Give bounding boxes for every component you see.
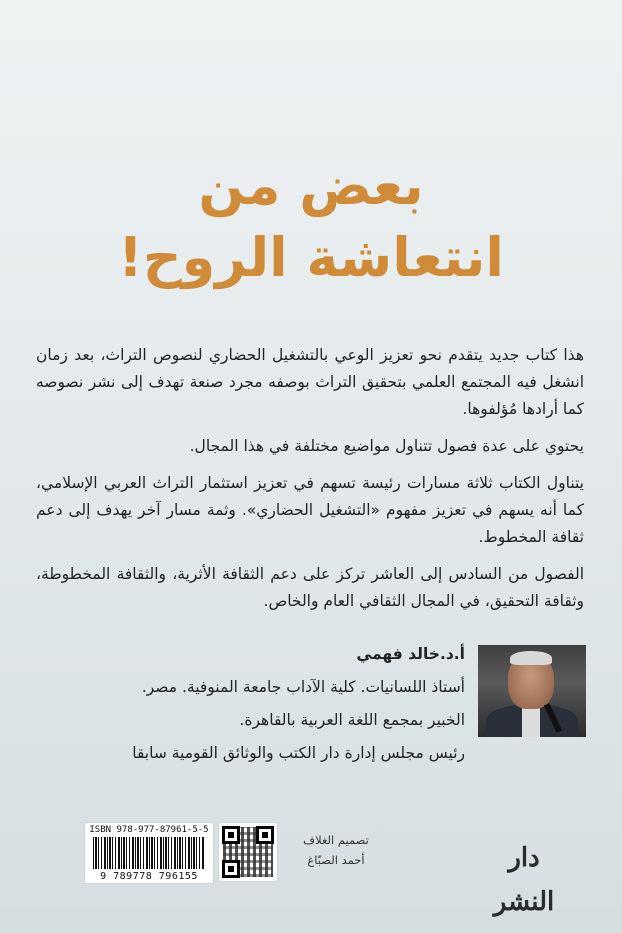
barcode-bars (93, 837, 205, 869)
cover-design-label: تصميم الغلاف (303, 833, 369, 847)
author-photo-shirt (522, 705, 540, 737)
description-paragraph-3: يتناول الكتاب ثلاثة مسارات رئيسة تسهم في تعزيز استثمار التراث العربي الإسلامي، كما أنه يسهم في تعزيز مفهوم «التشغيل الحضاري». وثمة مسار آخر يهدف إلى دعم ثقافة المخطوط. (36, 474, 584, 546)
author-bio-line-1: أستاذ اللسانيات. كلية الآداب جامعة المنوفية. مصر. (141, 678, 465, 696)
description-paragraph-1: هذا كتاب جديد يتقدم نحو تعزيز الوعي بالتشغيل الحضاري لنصوص التراث، بعد زمان انشغل فيه المجتمع العلمي بتحقيق التراث بوصفه مجرد صنعة تهدف إلى نشر نصوصه كما أرادها مُؤلفوها. (36, 346, 584, 418)
book-title-line-1: بعض من (198, 154, 424, 217)
book-title-line-2: انتعاشة الروح! (118, 226, 504, 289)
publisher-logo: دار النشر (493, 843, 555, 917)
qr-finder-bottom-left (222, 860, 240, 878)
author-bio-line-2: الخبير بمجمع اللغة العربية بالقاهرة. (239, 711, 465, 729)
isbn-barcode (84, 822, 214, 884)
book-title (40, 150, 582, 294)
description-paragraph-4: الفصول من السادس إلى العاشر تركز على دعم الثقافة الأثرية، والثقافة المخطوطة، وثقافة التحقيق، في المجال الثقافي العام والخاص. (36, 565, 584, 610)
description-paragraph-2: يحتوي على عدة فصول تتناول مواضيع مختلفة في هذا المجال. (189, 437, 584, 455)
cover-design-credit (288, 830, 384, 870)
qr-finder-top-right (256, 826, 274, 844)
cover-designer-name: أحمد الصبّاغ (307, 853, 365, 867)
author-name: أ.د.خالد فهمي (356, 645, 465, 663)
qr-code-icon (218, 822, 278, 882)
qr-finder-top-left (222, 826, 240, 844)
author-photo-hair (510, 651, 552, 665)
author-bio-line-3: رئيس مجلس إدارة دار الكتب والوثائق القومية سابقا (132, 744, 465, 762)
book-description (36, 342, 584, 625)
author-bio (40, 642, 465, 774)
isbn-number: ISBN 978-977-87961-5-5 (89, 825, 209, 835)
barcode-digits: 9 789778 796155 (100, 871, 198, 882)
author-photo (478, 645, 586, 737)
